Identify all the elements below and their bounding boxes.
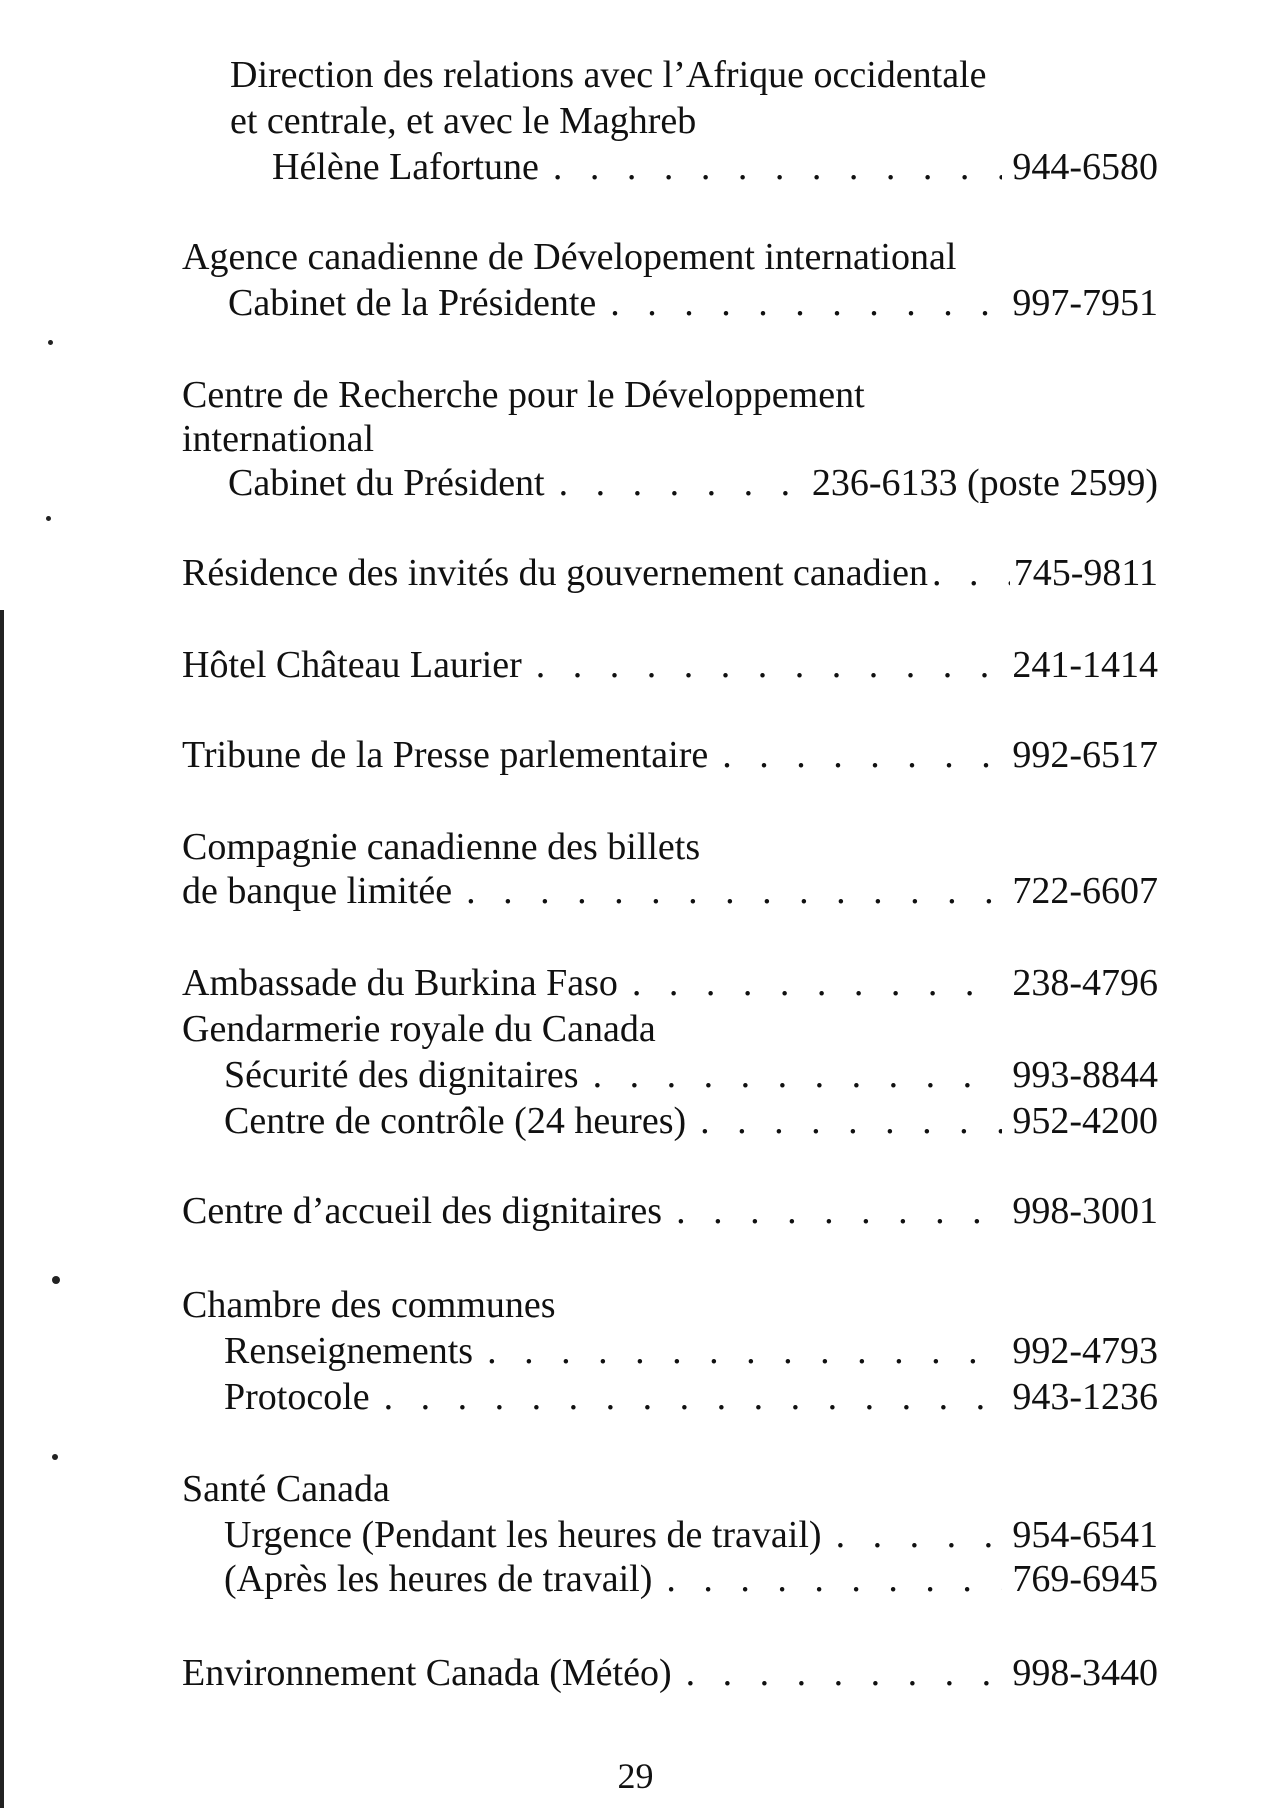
directory-entry [228,280,1158,326]
entry-label: (Après les heures de travail) [224,1558,653,1600]
entry-heading: Agence canadienne de Dévelopement international [182,236,957,278]
entry-heading: et centrale, et avec le Maghreb [230,100,697,142]
entry-label: Tribune de la Presse parlementaire [182,734,709,776]
directory-entry [182,642,1158,688]
phone-number: 722-6607 [1012,870,1158,912]
leader-dots [686,1650,1003,1696]
phone-number: 992-6517 [1012,734,1158,776]
leader-dots [722,732,1002,778]
leader-dots [553,144,1002,190]
phone-number: 944-6580 [1012,146,1158,188]
entry-heading: Centre de Recherche pour le Développement [182,374,865,416]
leader-dots [487,1328,1002,1374]
directory-entry [224,1512,1158,1558]
leader-dots [676,1188,1002,1234]
entry-heading: Direction des relations avec l’Afrique occidentale [230,54,987,96]
entry-heading: Gendarmerie royale du Canada [182,1008,656,1050]
entry-heading: Santé Canada [182,1468,390,1510]
leader-dots [536,642,1003,688]
entry-label: Renseignements [224,1330,474,1372]
directory-entry [224,1328,1158,1374]
phone-number: 992-4793 [1012,1330,1158,1372]
directory-entry [228,460,1158,506]
directory-entry [182,1188,1158,1234]
phone-number: 997-7951 [1012,282,1158,324]
entry-heading: Compagnie canadienne des billets [182,826,701,868]
entry-label: Protocole [224,1376,370,1418]
directory-entry [272,144,1158,190]
entry-label: Ambassade du Burkina Faso [182,962,618,1004]
entry-label: de banque limitée [182,870,453,912]
phone-number: 236-6133 (poste 2599) [811,462,1158,504]
directory-entry [182,550,1158,596]
phone-number: 998-3001 [1012,1190,1158,1232]
directory-entry [182,1650,1158,1696]
directory-entry [182,960,1158,1006]
phone-number: 954-6541 [1012,1514,1158,1556]
page-number: 29 [617,1756,654,1796]
phone-number: 943-1236 [1012,1376,1158,1418]
directory-entry [224,1052,1158,1098]
phone-number: 769-6945 [1012,1558,1158,1600]
phone-number: 241-1414 [1012,644,1158,686]
leader-dots [384,1374,1003,1420]
entry-heading: Chambre des communes [182,1284,556,1326]
entry-label: Sécurité des dignitaires [224,1054,579,1096]
entry-label: Centre de contrôle (24 heures) [224,1100,687,1142]
leader-dots [700,1098,1002,1144]
entry-label: Centre d’accueil des dignitaires [182,1190,663,1232]
entry-label: Urgence (Pendant les heures de travail) [224,1514,822,1556]
entry-label: Cabinet de la Présidente [228,282,597,324]
leader-dots [610,280,1002,326]
directory-entry [224,1556,1158,1602]
leader-dots [932,550,1010,596]
directory-entry [182,732,1158,778]
entry-heading: international [182,418,375,460]
entry-label: Cabinet du Président [228,462,545,504]
entry-label: Hélène Lafortune [272,146,539,188]
leader-dots [559,460,802,506]
leader-dots [466,868,1002,914]
entry-label: Résidence des invités du gouvernement canadien [182,552,929,594]
phone-number: 993-8844 [1012,1054,1158,1096]
phone-number: 998-3440 [1012,1652,1158,1694]
phone-number: 238-4796 [1012,962,1158,1004]
phone-number: 745-9811 [1013,552,1158,594]
entry-label: Environnement Canada (Météo) [182,1652,672,1694]
directory-entry [224,1374,1158,1420]
leader-dots [666,1556,1002,1602]
directory-entry [182,868,1158,914]
leader-dots [632,960,1002,1006]
phone-number: 952-4200 [1012,1100,1158,1142]
directory-entry [224,1098,1158,1144]
entry-label: Hôtel Château Laurier [182,644,522,686]
leader-dots [593,1052,1003,1098]
leader-dots [836,1512,1003,1558]
